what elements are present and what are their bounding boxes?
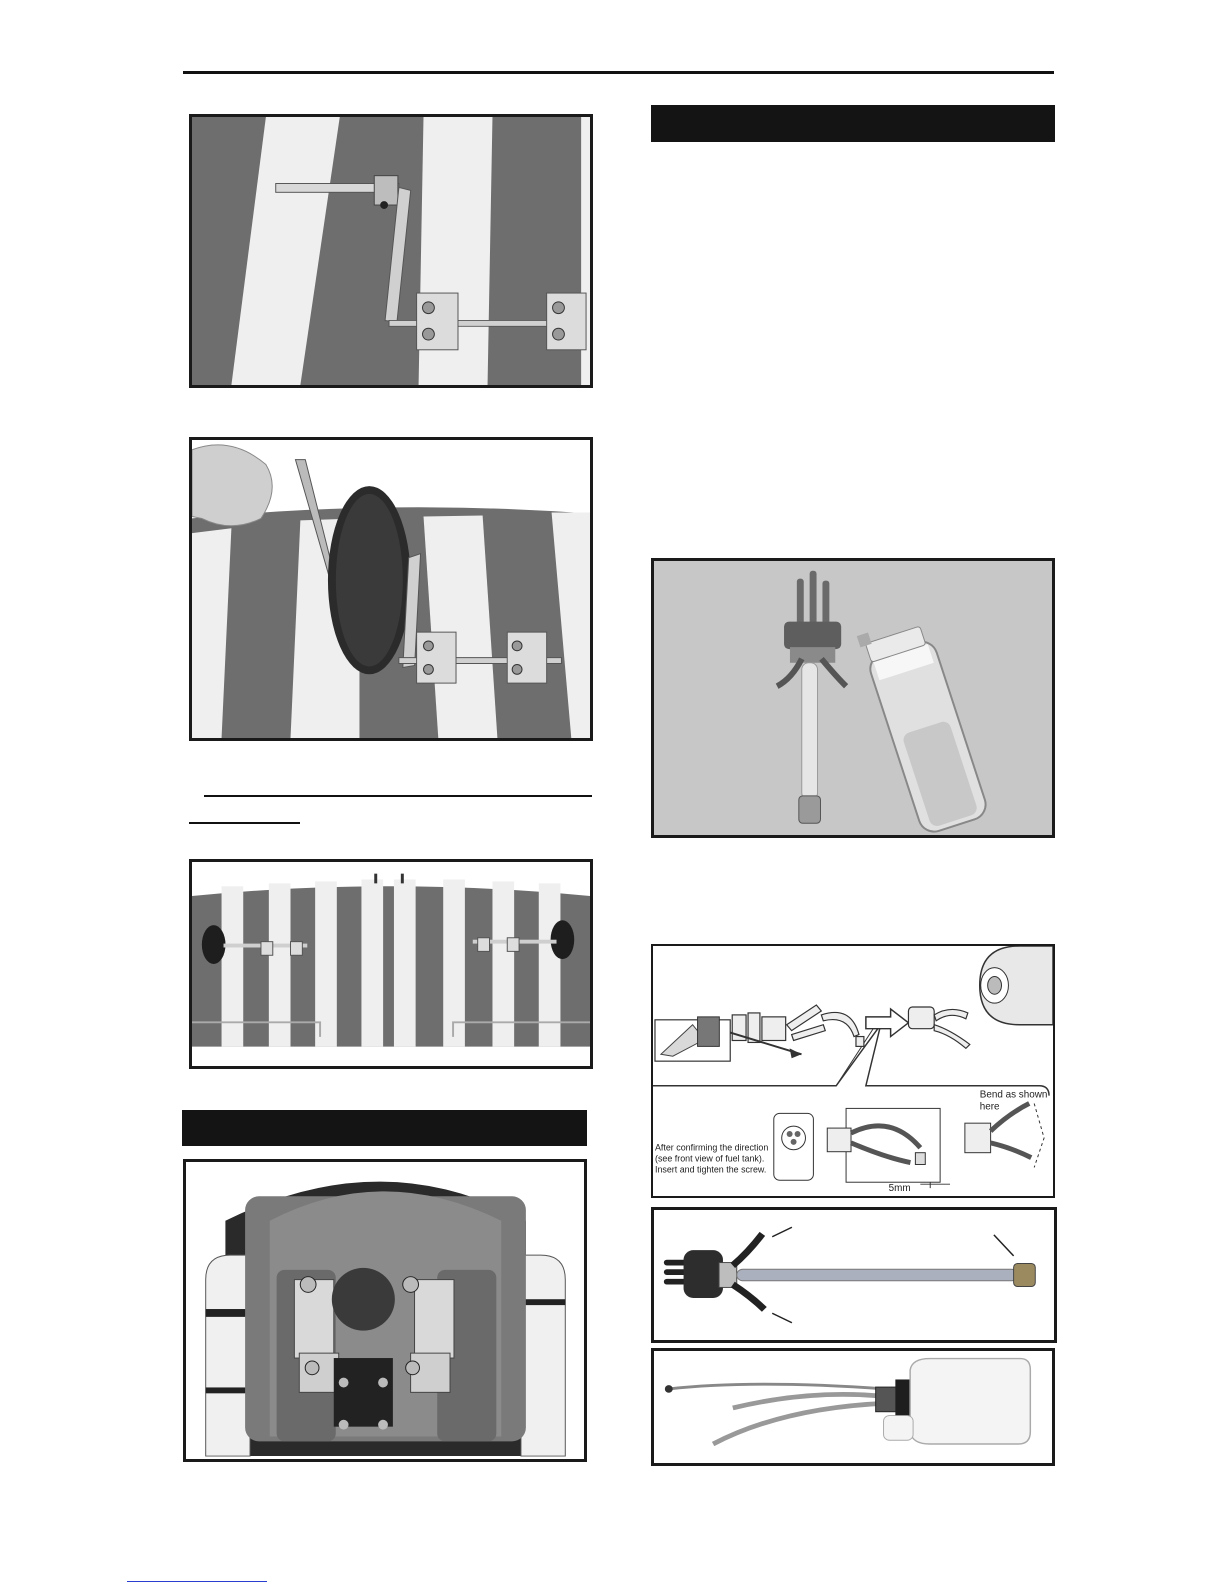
underline-rule-1 [204,795,592,797]
diagram-fuel-tank-assembly [651,944,1055,1198]
photo-firewall-engine-mount [183,1159,587,1462]
page-top-rule [183,71,1054,74]
footer-underline-rule [127,1581,267,1582]
section-header-bar-right [651,105,1055,142]
diagram-dimension-label: 5mm [888,1183,911,1195]
photo-fuel-stopper-lighter [651,558,1055,838]
underline-rule-2 [189,822,300,824]
diagram-instruction-line3: Insert and tighten the screw. [654,1164,767,1175]
section-header-bar-left [182,1110,587,1146]
photo-landing-gear-wire [189,114,593,388]
photo-wheel-installation [189,437,593,741]
diagram-instruction-line1: After confirming the direction [654,1142,769,1153]
diagram-bend-label-line2: here [979,1101,1000,1113]
photo-clunk-line-assembly [651,1207,1057,1343]
photo-fuel-tank [651,1348,1055,1466]
photo-wing-both-wheels [189,859,593,1069]
diagram-bend-label-line1: Bend as shown [979,1089,1048,1101]
diagram-instruction-line2: (see front view of fuel tank). [654,1153,765,1164]
